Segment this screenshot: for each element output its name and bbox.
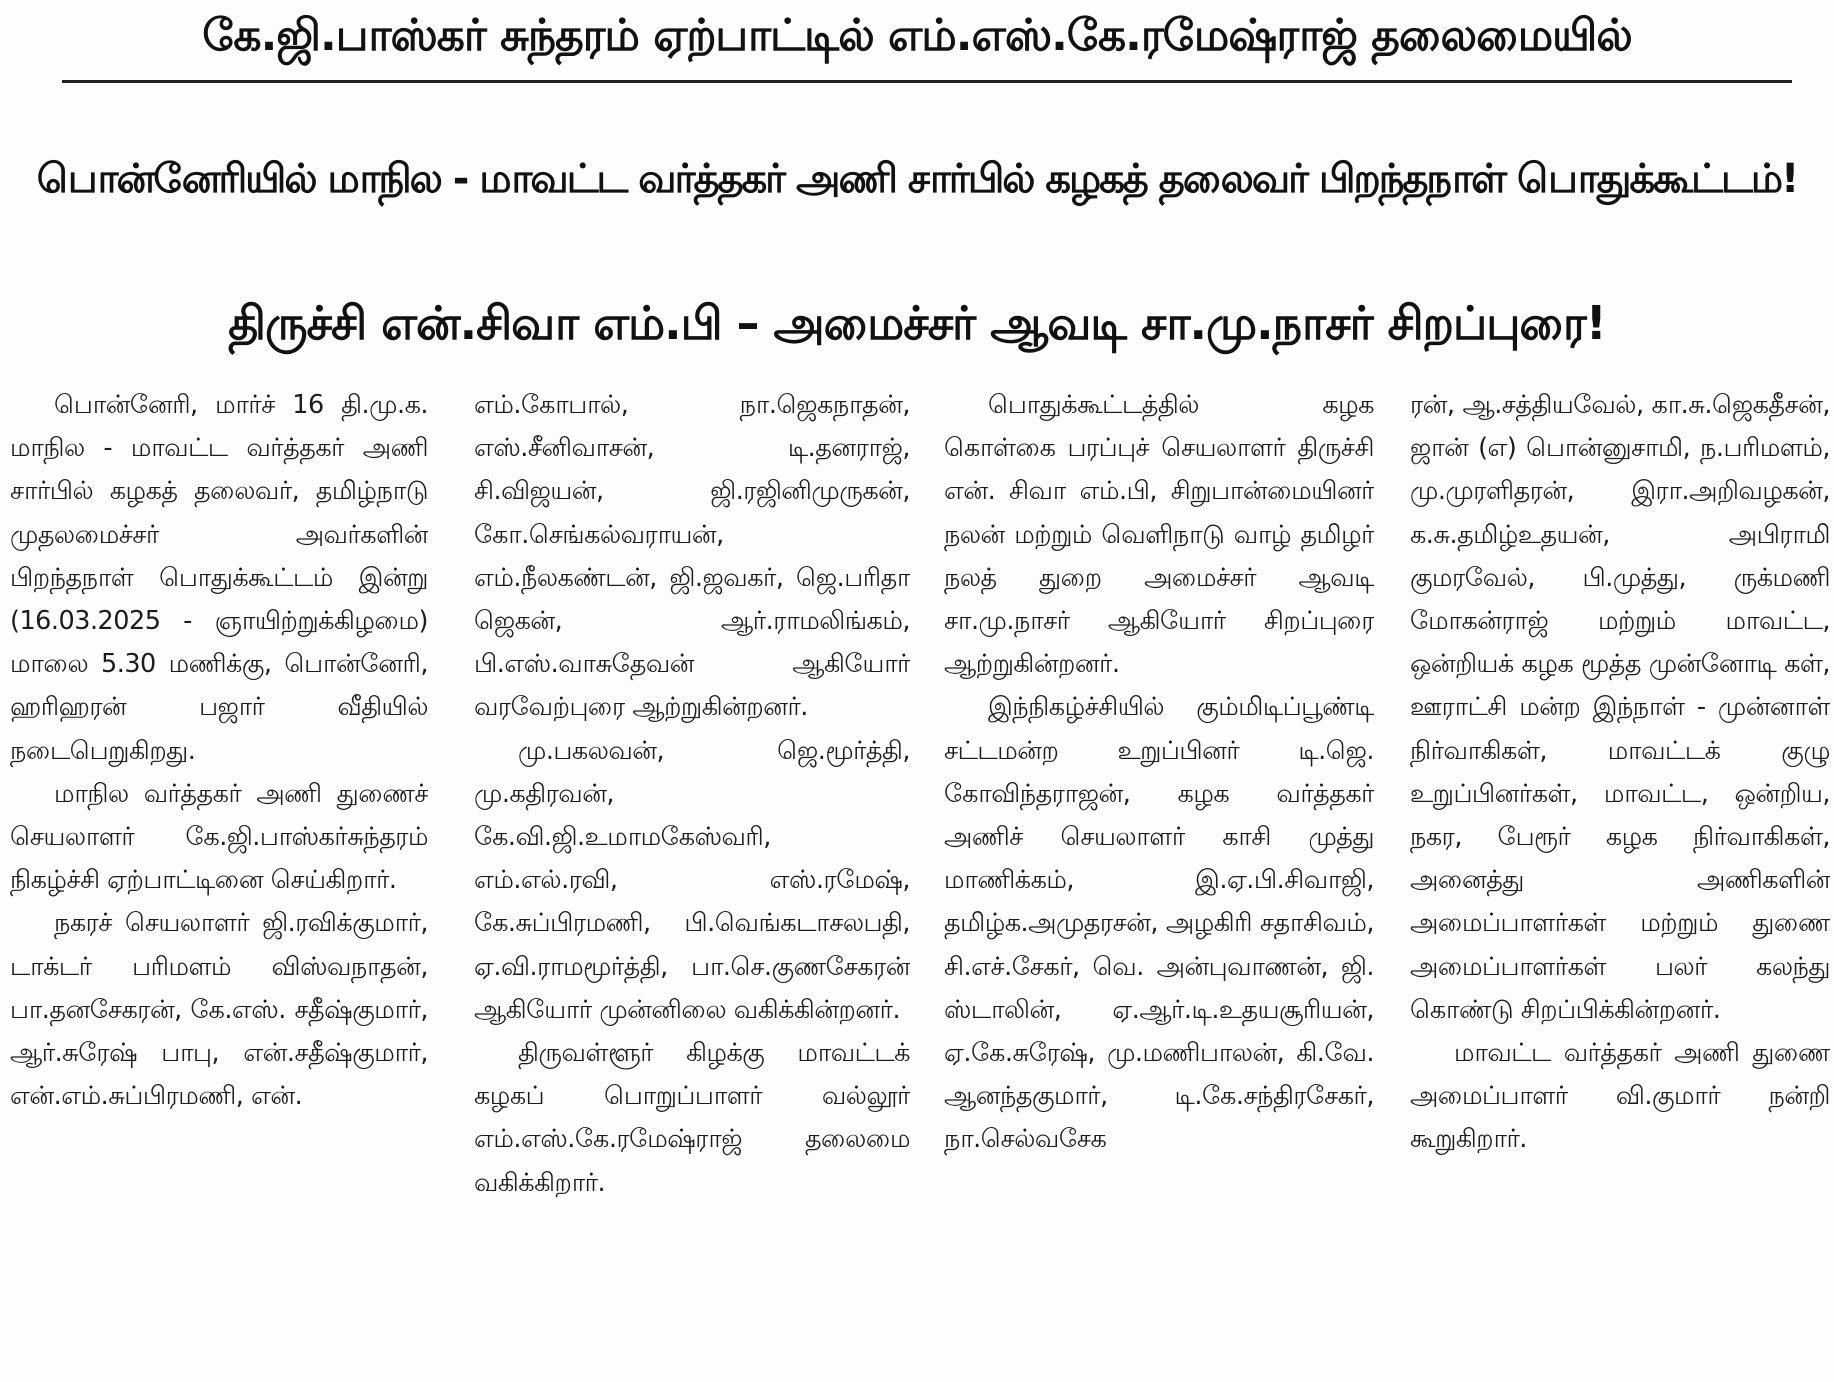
article-column-2 xyxy=(474,384,910,1374)
article-column-4 xyxy=(1410,384,1830,1374)
column-2-paragraph-1: எம்.கோபால், நா.ஜெகநாதன், எஸ்.சீனிவாசன், டி.தனராஜ், சி.விஜயன், ஜி.ரஜினிமுருகன், கோ.செங்கல்வராயன், எம்.நீலகண்டன், ஜி.ஜவகர், ஜெ.பரிதா ஜெகன், ஆர்.ராமலிங்கம், பி.எஸ்.வாசுதேவன் ஆகியோர் வரவேற்புரை ஆற்றுகின்றனர். xyxy=(474,390,910,723)
article-column-3 xyxy=(944,384,1374,1374)
column-1-paragraph-1: பொன்னேரி, மார்ச் 16 தி.மு.க. மாநில - மாவட்ட வர்த்தகர் அணி சார்பில் கழகத் தலைவர், தமிழ்நாடு முதலமைச்சர் அவர்களின் பிறந்தநாள் பொதுக்கூட்டம் இன்று (16.03.2025 - ஞாயிற்றுக்கிழமை) மாலை 5.30 மணிக்கு, பொன்னேரி, ஹரிஹரன் பஜார் வீதியில் நடைபெறுகிறது. xyxy=(10,390,428,766)
column-4-paragraph-2: மாவட்ட வர்த்தகர் அணி துணை அமைப்பாளர் வி.குமார் நன்றி கூறுகிறார். xyxy=(1410,1038,1830,1155)
headline-line-2: பொன்னேரியில் மாநில - மாவட்ட வர்த்தகர் அணி சார்பில் கழகத் தலைவர் பிறந்தநாள் பொதுக்கூட்டம்! xyxy=(36,156,1798,202)
column-3-paragraph-2: இந்நிகழ்ச்சியில் கும்மிடிப்பூண்டி சட்டமன்ற உறுப்பினர் டி.ஜெ. கோவிந்தராஜன், கழக வர்த்தகர் அணிச் செயலாளர் காசி முத்து மாணிக்கம், இ.ஏ.பி.சிவாஜி, தமிழ்க.அமுதரசன், அழகிரி சதாசிவம், சி.எச்.சேகர், வெ. அன்புவாணன், ஜி. ஸ்டாலின், ஏ.ஆர்.டி.உதயசூரியன், ஏ.கே.சுரேஷ், மு.மணிபாலன், கி.வே. ஆனந்தகுமார், டி.கே.சந்திரசேகர், நா.செல்வசேக xyxy=(944,692,1374,1155)
headline-line-3: திருச்சி என்.சிவா எம்.பி – அமைச்சர் ஆவடி சா.மு.நாசர் சிறப்புரை! xyxy=(228,296,1606,350)
headline-divider xyxy=(62,80,1792,83)
column-1-paragraph-2: மாநில வர்த்தகர் அணி துணைச் செயலாளர் கே.ஜி.பாஸ்கர்சுந்தரம் நிகழ்ச்சி ஏற்பாட்டினை செய்கிறார். xyxy=(10,778,428,896)
column-2-paragraph-3: திருவள்ளூர் கிழக்கு மாவட்டக் கழகப் பொறுப்பாளர் வல்லூர் எம்.எஸ்.கே.ரமேஷ்ராஜ் தலைமை வகிக்கிறார். xyxy=(474,1038,910,1198)
column-1-paragraph-3: நகரச் செயலாளர் ஜி.ரவிக்குமார், டாக்டர் பரிமளம் விஸ்வநாதன், பா.தனசேகரன், கே.எஸ். சதீஷ்குமார், ஆர்.சுரேஷ் பாபு, என்.சதீஷ்குமார், என்.எம்.சுப்பிரமணி, என். xyxy=(10,908,428,1112)
article-column-1 xyxy=(10,384,428,1374)
headline-line-1: கே.ஜி.பாஸ்கர் சுந்தரம் ஏற்பாட்டில் எம்.எஸ்.கே.ரமேஷ்ராஜ் தலைமையில் xyxy=(202,10,1632,61)
column-2-paragraph-2: மு.பகலவன், ஜெ.மூர்த்தி, மு.கதிரவன், கே.வி.ஜி.உமாமகேஸ்வரி, எம்.எல்.ரவி, எஸ்.ரமேஷ், கே.சுப்பிரமணி, பி.வெங்கடாசலபதி, ஏ.வி.ராமமூர்த்தி, பா.செ.குணசேகரன் ஆகியோர் முன்னிலை வகிக்கின்றனர். xyxy=(474,735,910,1025)
article-body xyxy=(0,384,1834,1374)
column-4-paragraph-1: ரன், ஆ.சத்தியவேல், கா.சு.ஜெகதீசன், ஜான் (எ) பொன்னுசாமி, ந.பரிமளம், மு.முரளிதரன், இரா.அறிவழகன், க.சு.தமிழ்உதயன், அபிராமி குமரவேல், பி.முத்து, ருக்மணி மோகன்ராஜ் மற்றும் மாவட்ட, ஒன்றியக் கழக மூத்த முன்னோடி கள், ஊராட்சி மன்ற இந்நாள் - முன்னாள் நிர்வாகிகள், மாவட்டக் குழு உறுப்பினர்கள், மாவட்ட, ஒன்றிய, நகர, பேரூர் கழக நிர்வாகிகள், அனைத்து அணிகளின் அமைப்பாளர்கள் மற்றும் துணை அமைப்பாளர்கள் பலர் கலந்து கொண்டு சிறப்பிக்கின்றனர். xyxy=(1410,390,1830,1025)
column-3-paragraph-1: பொதுக்கூட்டத்தில் கழக கொள்கை பரப்புச் செயலாளர் திருச்சி என். சிவா எம்.பி, சிறுபான்மையினர் நலன் மற்றும் வெளிநாடு வாழ் தமிழர் நலத் துறை அமைச்சர் ஆவடி சா.மு.நாசர் ஆகியோர் சிறப்புரை ஆற்றுகின்றனர். xyxy=(944,390,1374,680)
